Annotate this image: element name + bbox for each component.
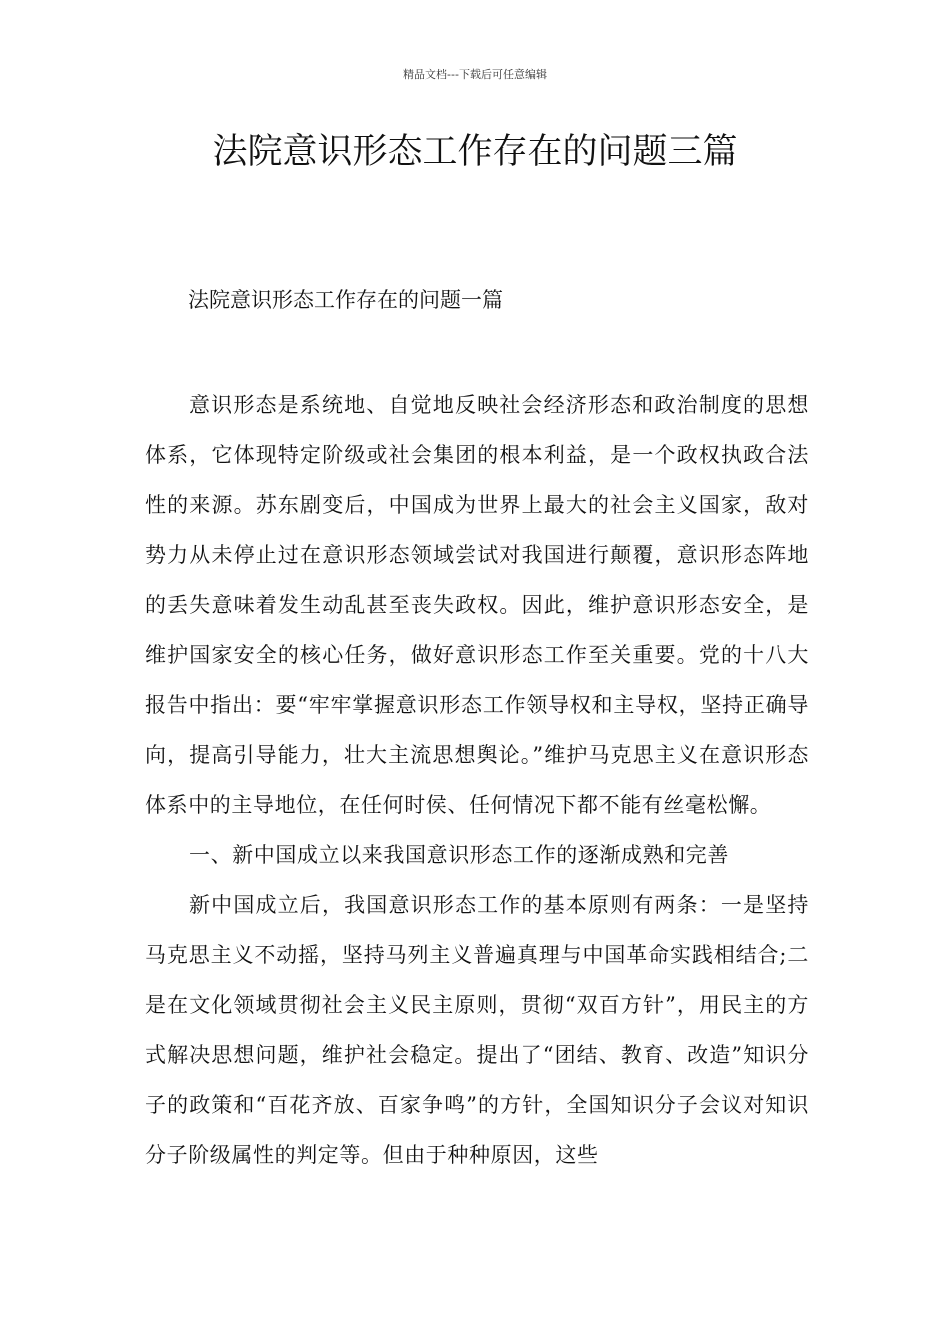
header-note: 精品文档---下载后可任意编辑 [403, 68, 547, 81]
section-heading: 法院意识形态工作存在的问题一篇 [188, 288, 503, 312]
paragraph: 意识形态是系统地、自觉地反映社会经济形态和政治制度的思想体系，它体现特定阶级或社会集团的根本利益，是一个政权执政合法性的来源。苏东剧变后，中国成为世界上最大的社会主义国家，敌对势力从未停止过在意识形态领域尝试对我国进行颠覆，意识形态阵地的丢失意味着发生动乱甚至丧失政权。因此，维护意识形态安全，是维护国家安全的核心任务，做好意识形态工作至关重要。党的十八大报告中指出：要“牢牢掌握意识形态工作领导权和主导权，坚持正确导向，提高引导能力，壮大主流思想舆论。”维护马克思主义在意识形态体系中的主导地位，在任何时侯、任何情况下都不能有丝毫松懈。 [145, 393, 809, 817]
paragraph-subheading: 一、新中国成立以来我国意识形态工作的逐渐成熟和完善 [189, 843, 729, 867]
paragraph: 新中国成立后，我国意识形态工作的基本原则有两条：一是坚持马克思主义不动摇，坚持马列主义普遍真理与中国革命实践相结合;二是在文化领域贯彻社会主义民主原则，贯彻“双百方针”，用民主的方式解决思想问题，维护社会稳定。提出了“团结、教育、改造”知识分子的政策和“百花齐放、百家争鸣”的方针，全国知识分子会议对知识分子阶级属性的判定等。但由于种种原因，这些 [145, 893, 809, 1167]
body-text [145, 380, 809, 1180]
document-title: 法院意识形态工作存在的问题三篇 [212, 132, 738, 172]
